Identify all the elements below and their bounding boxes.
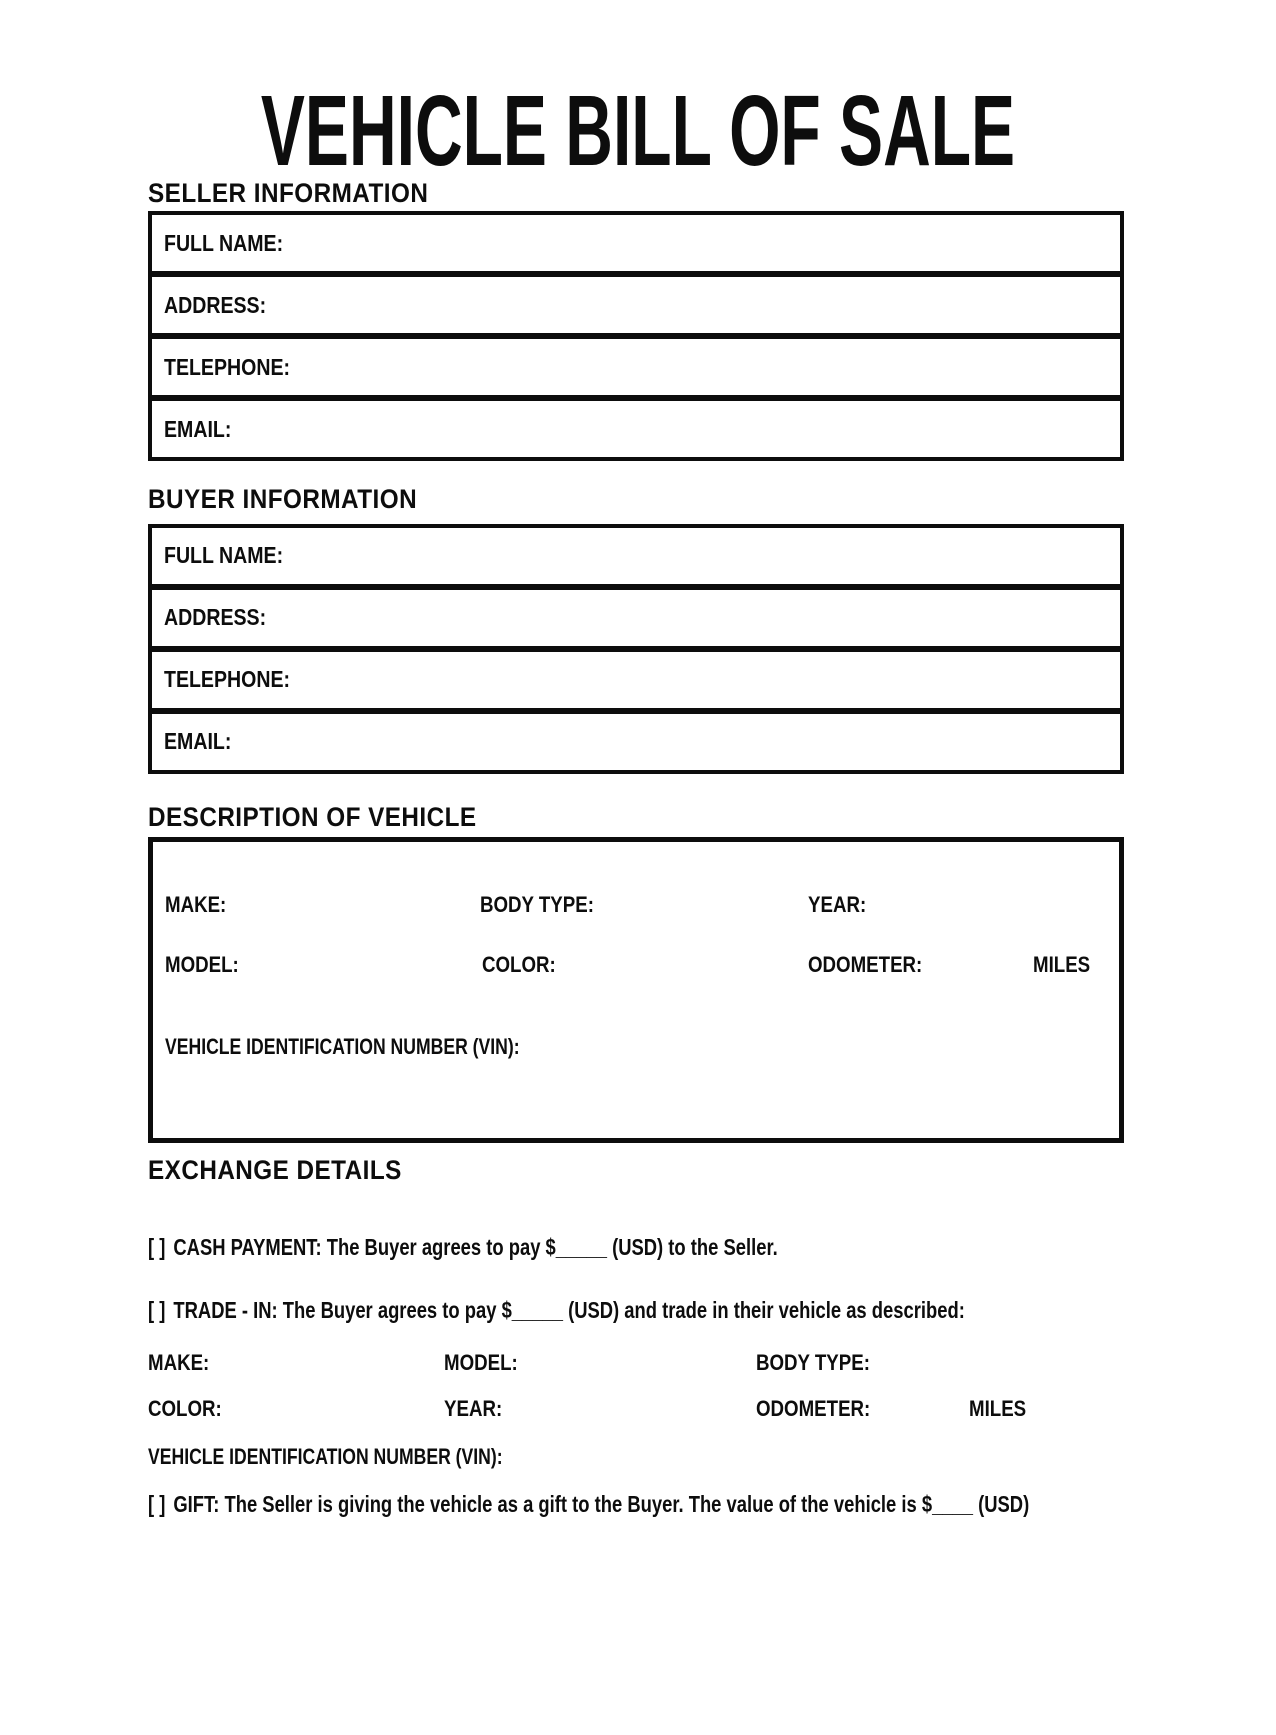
bill-of-sale-document: [0, 75, 1276, 1735]
buyer-email-field[interactable]: [148, 710, 1124, 774]
buyer-section-heading: BUYER INFORMATION: [148, 484, 418, 515]
trade-vehicle-row-1[interactable]: [148, 1349, 1124, 1375]
buyer-telephone-field[interactable]: [148, 648, 1124, 712]
buyer-email-label: EMAIL:: [164, 728, 232, 755]
seller-telephone-label: TELEPHONE:: [164, 353, 290, 380]
seller-email-field[interactable]: [148, 397, 1124, 461]
seller-info-table: [148, 211, 1124, 461]
vehicle-body-type-label: BODY TYPE:: [480, 892, 594, 918]
cash-payment-option: [148, 1233, 929, 1260]
cash-payment-checkbox[interactable]: [ ]: [148, 1233, 166, 1260]
vehicle-row-1: [165, 894, 1119, 916]
buyer-telephone-label: TELEPHONE:: [164, 666, 290, 693]
trade-model-label: MODEL:: [444, 1349, 518, 1375]
seller-section-heading: SELLER INFORMATION: [148, 178, 429, 208]
buyer-full-name-label: FULL NAME:: [164, 542, 284, 569]
trade-color-label: COLOR:: [148, 1395, 222, 1421]
vehicle-year-label: YEAR:: [808, 892, 867, 918]
vehicle-color-label: COLOR:: [482, 952, 556, 978]
buyer-full-name-field[interactable]: [148, 524, 1124, 588]
trade-miles-label: MILES: [969, 1395, 1027, 1421]
vehicle-vin-row: [165, 1036, 1119, 1058]
seller-email-label: EMAIL:: [164, 415, 232, 442]
trade-year-label: YEAR:: [444, 1395, 503, 1421]
vehicle-make-label: MAKE:: [165, 892, 227, 918]
buyer-address-label: ADDRESS:: [164, 604, 267, 631]
vehicle-section-heading: DESCRIPTION OF VEHICLE: [148, 801, 477, 832]
buyer-address-field[interactable]: [148, 586, 1124, 650]
gift-text: GIFT: The Seller is giving the vehicle as a gift to the Buyer. The value of the vehicle is $____ (USD): [173, 1490, 1030, 1517]
vehicle-odometer-label: ODOMETER:: [808, 952, 923, 978]
trade-in-text: TRADE - IN: The Buyer agrees to pay $_____ (USD) and trade in their vehicle as described:: [173, 1296, 965, 1323]
trade-body-type-label: BODY TYPE:: [756, 1349, 870, 1375]
vehicle-model-label: MODEL:: [165, 952, 239, 978]
seller-address-label: ADDRESS:: [164, 291, 267, 318]
trade-vehicle-row-2[interactable]: [148, 1395, 1124, 1421]
gift-checkbox[interactable]: [ ]: [148, 1490, 166, 1517]
trade-in-option: [148, 1296, 965, 1323]
cash-payment-text: CASH PAYMENT: The Buyer agrees to pay $_____ (USD) to the Seller.: [173, 1233, 778, 1260]
trade-vin-row[interactable]: [148, 1443, 1124, 1469]
seller-address-field[interactable]: [148, 273, 1124, 337]
seller-full-name-label: FULL NAME:: [164, 229, 284, 256]
vehicle-row-2: [165, 954, 1119, 976]
trade-in-checkbox[interactable]: [ ]: [148, 1296, 166, 1323]
vehicle-description-box[interactable]: [148, 837, 1124, 1143]
seller-telephone-field[interactable]: [148, 335, 1124, 399]
gift-option: [148, 1490, 1030, 1517]
vehicle-vin-label: VEHICLE IDENTIFICATION NUMBER (VIN):: [165, 1034, 520, 1060]
trade-make-label: MAKE:: [148, 1349, 210, 1375]
trade-vin-label: VEHICLE IDENTIFICATION NUMBER (VIN):: [148, 1443, 503, 1469]
exchange-section-heading: EXCHANGE DETAILS: [148, 1155, 402, 1186]
page-title: VEHICLE BILL OF SALE: [260, 75, 1016, 187]
vehicle-miles-label: MILES: [1033, 952, 1091, 978]
trade-odometer-label: ODOMETER:: [756, 1395, 871, 1421]
seller-full-name-field[interactable]: [148, 211, 1124, 275]
buyer-info-table: [148, 524, 1124, 774]
